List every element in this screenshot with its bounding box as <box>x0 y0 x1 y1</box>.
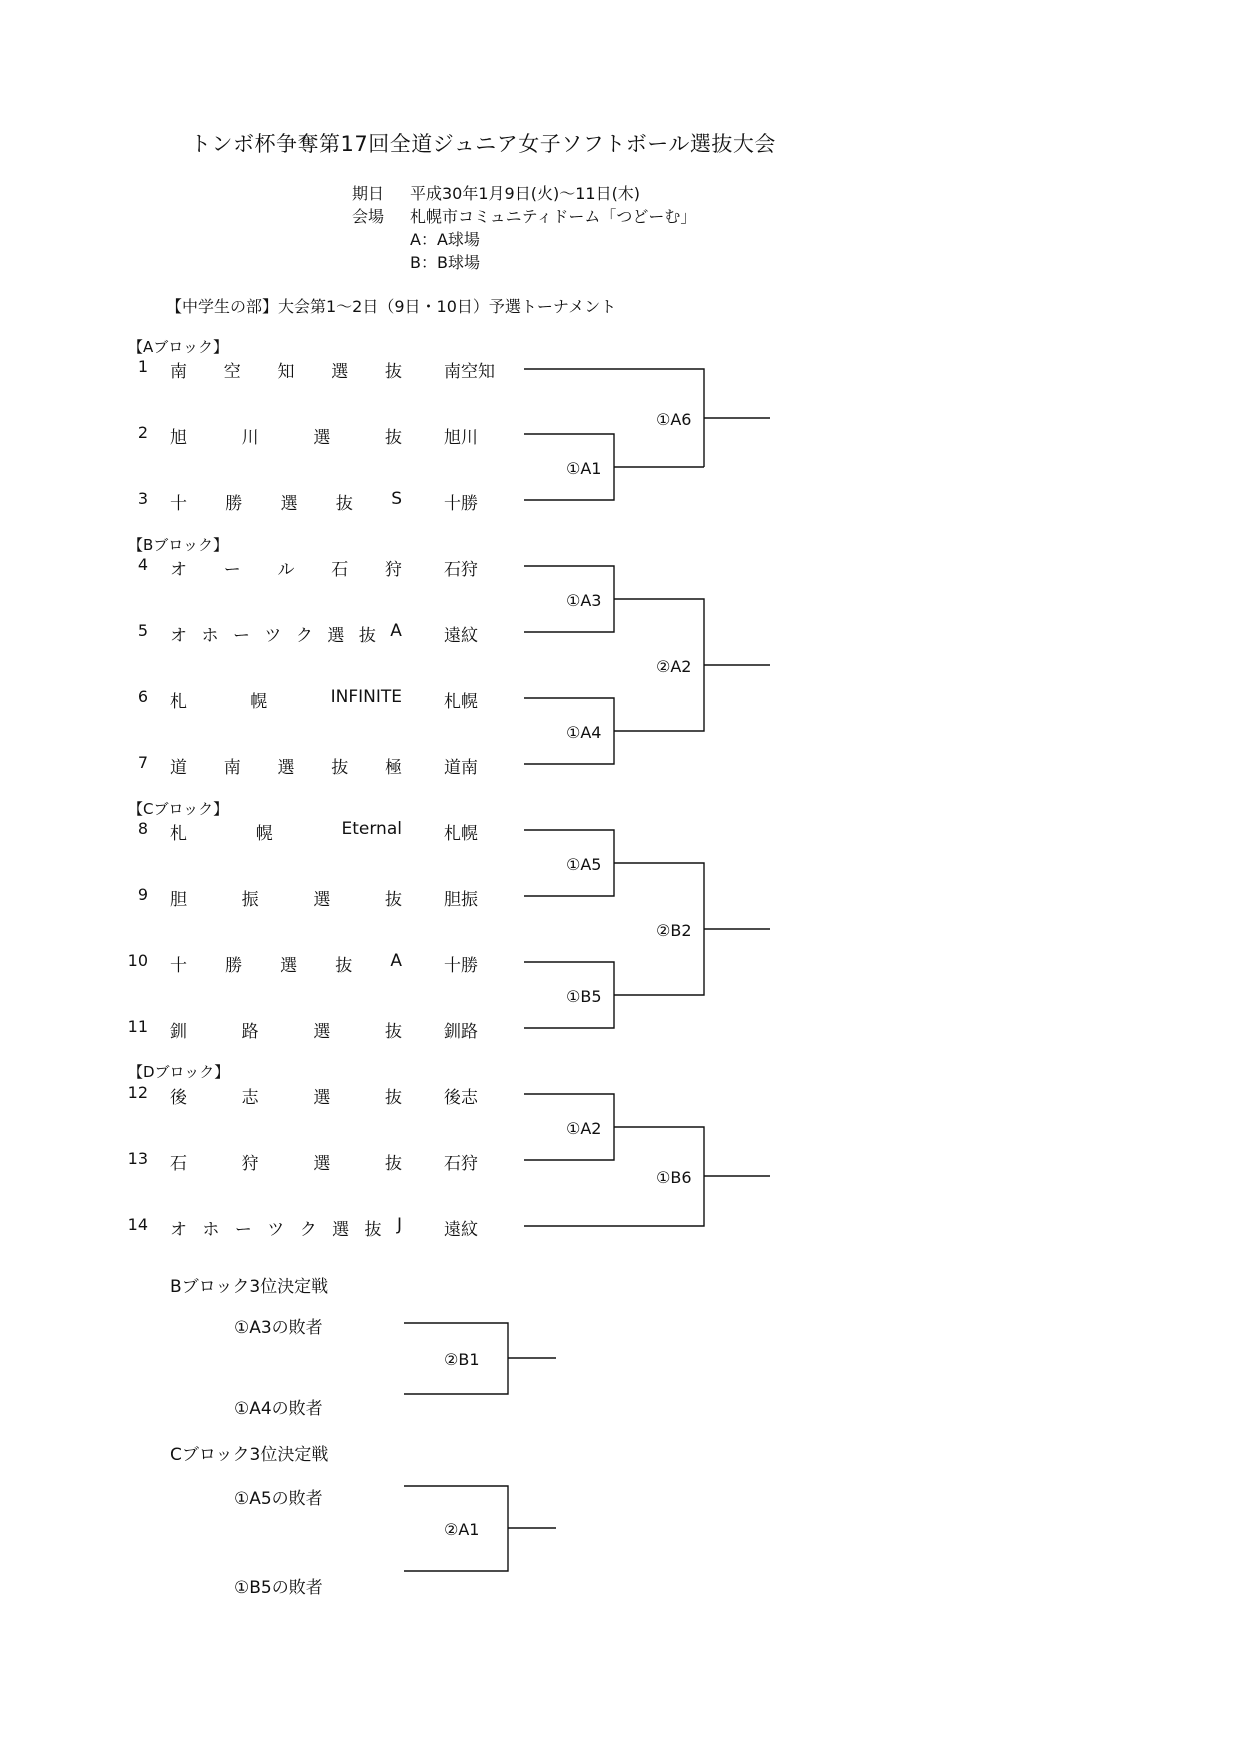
team-number: 3 <box>137 489 148 508</box>
venue-label: 会場 <box>352 207 385 226</box>
team-number: 11 <box>127 1017 148 1036</box>
team-number: 12 <box>127 1083 148 1102</box>
team-name-part: 抜 <box>384 890 402 910</box>
field-a-label: A：A球場 <box>410 230 480 249</box>
team-name-part: 札 <box>170 692 187 712</box>
match-label-a6: ①A6 <box>656 410 692 429</box>
team-number: 6 <box>137 687 148 706</box>
team-name-part: 抜 <box>364 1220 382 1240</box>
third-place-c-title: Cブロック3位決定戦 <box>170 1445 329 1465</box>
page-title: トンボ杯争奪第17回全道ジュニア女子ソフトボール選抜大会 <box>190 132 776 156</box>
team-name-part: INFINITE <box>330 687 402 707</box>
team-number: 4 <box>137 555 148 574</box>
third-place-c-top: ①A5の敗者 <box>234 1489 323 1509</box>
team-name-part: 十 <box>170 956 187 976</box>
third-place-b-bottom: ①A4の敗者 <box>234 1399 323 1419</box>
team-name-part: 選 <box>313 428 331 448</box>
match-label-b-a2: ②A2 <box>656 657 692 676</box>
block-c-header: 【Cブロック】 <box>128 800 229 818</box>
block-d-header: 【Dブロック】 <box>128 1063 230 1081</box>
third-place-b-match: ②B1 <box>444 1350 480 1369</box>
match-label-c-b2: ②B2 <box>656 921 692 940</box>
team-region: 遠紋 <box>444 1220 478 1240</box>
team-name-part: 石 <box>170 1154 187 1174</box>
third-place-b-top: ①A3の敗者 <box>234 1318 323 1338</box>
third-place-c-bottom: ①B5の敗者 <box>234 1578 323 1598</box>
team-name-part: 南 <box>223 758 241 778</box>
team-name-part: 選 <box>280 956 298 976</box>
team-name-part: ツ <box>264 626 282 646</box>
team-name-part: 抜 <box>335 956 353 976</box>
team-name-part: 志 <box>241 1088 259 1108</box>
team-name-part: S <box>391 489 402 509</box>
team-name-part: ル <box>277 560 295 580</box>
match-label-b6: ①B6 <box>656 1168 692 1187</box>
team-name-part: 胆 <box>170 890 187 910</box>
team-number: 13 <box>127 1149 148 1168</box>
team-name-part: ク <box>299 1220 317 1240</box>
team-name-part: 道 <box>170 758 187 778</box>
team-name-part: 抜 <box>331 758 349 778</box>
team-name-part: 振 <box>241 890 259 910</box>
team-name-part: 後 <box>170 1088 187 1108</box>
team-region: 後志 <box>444 1088 478 1108</box>
team-region: 釧路 <box>444 1022 478 1042</box>
match-label-b5: ①B5 <box>566 987 602 1006</box>
team-name-part: 勝 <box>225 956 243 976</box>
team-name-part: オ <box>170 560 187 580</box>
team-number: 8 <box>137 819 148 838</box>
field-b-label: B：B球場 <box>410 253 480 272</box>
team-name-part: ホ <box>201 626 219 646</box>
team-region: 胆振 <box>444 890 478 910</box>
team-region: 札幌 <box>444 692 478 712</box>
team-name-part: 狩 <box>241 1154 259 1174</box>
team-number: 2 <box>137 423 148 442</box>
team-name-part: 選 <box>331 362 349 382</box>
match-label-a1: ①A1 <box>566 459 602 478</box>
team-name-part: 選 <box>277 758 295 778</box>
team-name-part: 抜 <box>385 362 402 382</box>
team-region: 石狩 <box>444 560 478 580</box>
team-name-part: 釧 <box>170 1022 187 1042</box>
team-name-part: オ <box>170 1220 187 1240</box>
team-name-part: 狩 <box>385 560 402 580</box>
block-b-header: 【Bブロック】 <box>128 536 228 554</box>
team-name-part: オ <box>170 626 187 646</box>
team-name-part: 旭 <box>170 428 187 448</box>
team-name-part: 選 <box>280 494 298 514</box>
team-name-part: 選 <box>313 1154 331 1174</box>
team-name-part: 抜 <box>358 626 376 646</box>
team-name-part: 抜 <box>384 1154 402 1174</box>
team-number: 10 <box>127 951 148 970</box>
team-name-part: 抜 <box>335 494 353 514</box>
team-name-part: 川 <box>241 428 259 448</box>
team-number: 7 <box>137 753 148 772</box>
team-name-part: 選 <box>327 626 345 646</box>
team-region: 旭川 <box>444 428 478 448</box>
third-place-c-match: ②A1 <box>444 1520 480 1539</box>
team-name-part: 選 <box>313 1088 331 1108</box>
block-a-header: 【Aブロック】 <box>128 338 228 356</box>
team-name-part: 選 <box>313 890 331 910</box>
team-name-part: 札 <box>170 824 187 844</box>
team-name-part: ク <box>295 626 313 646</box>
team-name-part: 選 <box>332 1220 350 1240</box>
team-number: 5 <box>137 621 148 640</box>
team-name-part: ー <box>223 560 241 580</box>
team-name-part: 極 <box>385 758 402 778</box>
match-label-a4: ①A4 <box>566 723 602 742</box>
date-label: 期日 <box>352 184 385 203</box>
match-label-d-a2: ①A2 <box>566 1119 602 1138</box>
team-name-part: 空 <box>223 362 241 382</box>
team-name-part: 抜 <box>384 428 402 448</box>
team-name-part: 知 <box>277 362 295 382</box>
team-name-part: 抜 <box>384 1022 402 1042</box>
team-name-part: 十 <box>170 494 187 514</box>
team-name-part: A <box>390 621 402 641</box>
match-label-a3: ①A3 <box>566 591 602 610</box>
team-number: 1 <box>137 357 148 376</box>
team-name-part: ー <box>234 1220 252 1240</box>
venue-value: 札幌市コミュニティドーム「つどーむ」 <box>410 207 697 226</box>
team-name-part: 路 <box>241 1022 259 1042</box>
team-number: 14 <box>127 1215 148 1234</box>
team-name-part: 抜 <box>384 1088 402 1108</box>
team-region: 十勝 <box>444 956 478 976</box>
team-name-part: ツ <box>267 1220 285 1240</box>
team-name-part: Eternal <box>341 819 402 839</box>
team-name-part: 選 <box>313 1022 331 1042</box>
team-name-part: 勝 <box>225 494 243 514</box>
team-region: 石狩 <box>444 1154 478 1174</box>
team-region: 南空知 <box>444 362 495 382</box>
team-name-part: 南 <box>170 362 187 382</box>
team-name-part: J <box>396 1215 402 1235</box>
team-region: 十勝 <box>444 494 478 514</box>
team-region: 道南 <box>444 758 478 778</box>
team-name-part: ー <box>232 626 250 646</box>
team-name-part: A <box>390 951 402 971</box>
team-name-part: ホ <box>202 1220 220 1240</box>
team-number: 9 <box>137 885 148 904</box>
team-name-part: 石 <box>331 560 349 580</box>
match-label-a5: ①A5 <box>566 855 602 874</box>
team-name-part: 幌 <box>255 824 273 844</box>
third-place-b-title: Bブロック3位決定戦 <box>170 1277 329 1297</box>
section-title: 【中学生の部】大会第1～2日（9日・10日）予選トーナメント <box>166 297 617 316</box>
team-name-part: 幌 <box>250 692 268 712</box>
date-value: 平成30年1月9日(火)～11日(木) <box>410 184 641 203</box>
team-region: 札幌 <box>444 824 478 844</box>
team-region: 遠紋 <box>444 626 478 646</box>
